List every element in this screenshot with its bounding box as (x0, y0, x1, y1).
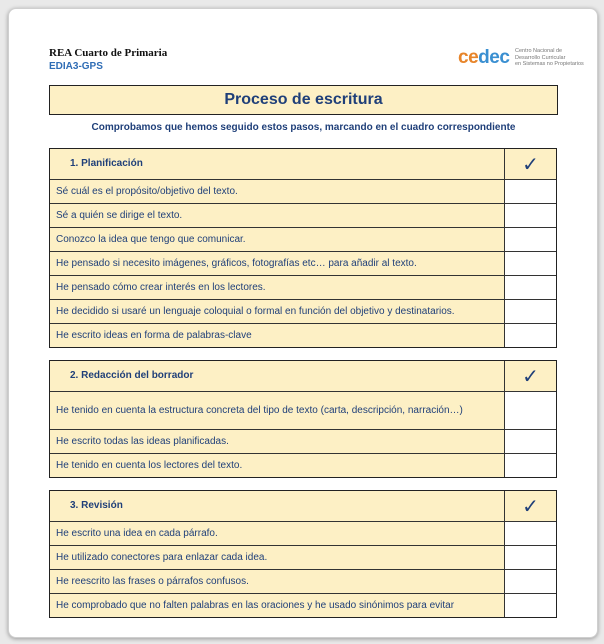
organization-label: REA Cuarto de Primaria (49, 47, 168, 59)
checklist-row (50, 391, 556, 429)
logo-word (458, 47, 509, 69)
section-header (50, 361, 556, 391)
checklist-row (50, 429, 556, 453)
checklist-item-text: He pensado cómo crear interés en los lectores. (50, 276, 504, 299)
checklist-item-text: He tenido en cuenta la estructura concreta del tipo de texto (carta, descripción, narración…) (50, 392, 504, 429)
checkbox-cell[interactable] (504, 454, 556, 477)
checklist-item-text: He utilizado conectores para enlazar cada idea. (50, 546, 504, 569)
logo-word-part2: dec (478, 47, 510, 68)
section-header (50, 491, 556, 521)
checklist-row (50, 203, 556, 227)
logo-caption (515, 48, 585, 68)
section-header (50, 149, 556, 179)
checklist-row (50, 545, 556, 569)
checkbox-cell[interactable] (504, 228, 556, 251)
logo-line: Desarrollo Curricular (515, 54, 566, 61)
document-header (49, 47, 167, 73)
checkbox-cell[interactable] (504, 180, 556, 203)
section-redaccion (49, 360, 557, 478)
check-mark-icon: ✓ (504, 149, 556, 179)
checklist-row (50, 299, 556, 323)
checklist-item-text: He comprobado que no falten palabras en las oraciones y he usado sinónimos para evitar (50, 594, 504, 617)
checkbox-cell[interactable] (504, 430, 556, 453)
checklist-row (50, 521, 556, 545)
checkbox-cell[interactable] (504, 570, 556, 593)
checklist-item-text: He escrito una idea en cada párrafo. (50, 522, 504, 545)
document-page (8, 8, 598, 638)
title-box (49, 85, 558, 115)
page-title: Proceso de escritura (224, 91, 383, 108)
checklist-item-text: He reescrito las frases o párrafos confusos. (50, 570, 504, 593)
checklist-item-text: He pensado si necesito imágenes, gráficos, fotografías etc… para añadir al texto. (50, 252, 504, 275)
logo-line: en Sistemas no Propietarios (515, 61, 584, 67)
check-mark-icon: ✓ (504, 361, 556, 391)
checklist-item-text: Sé cuál es el propósito/objetivo del texto. (50, 180, 504, 203)
checklist-item-text: Sé a quién se dirige el texto. (50, 204, 504, 227)
checklist-item-text: He escrito todas las ideas planificadas. (50, 430, 504, 453)
section-heading: 2. Redacción del borrador (50, 361, 504, 391)
checklist-item-text: He tenido en cuenta los lectores del texto. (50, 454, 504, 477)
section-revision (49, 490, 557, 618)
logo-word-part1: ce (458, 47, 479, 68)
checklist-row (50, 227, 556, 251)
checklist-row (50, 323, 556, 347)
checklist-row (50, 275, 556, 299)
logo-line: Centro Nacional de (515, 48, 563, 54)
checkbox-cell[interactable] (504, 392, 556, 429)
instructions-text: Comprobamos que hemos seguido estos pasos, marcando en el cuadro correspondiente (91, 122, 516, 133)
checkbox-cell[interactable] (504, 324, 556, 347)
checkbox-cell[interactable] (504, 522, 556, 545)
section-heading: 3. Revisión (50, 491, 504, 521)
section-planificacion (49, 148, 557, 348)
checklist-item-text: He escrito ideas en forma de palabras-clave (50, 324, 504, 347)
checkbox-cell[interactable] (504, 252, 556, 275)
checklist-row (50, 569, 556, 593)
checklist-item-text: Conozco la idea que tengo que comunicar. (50, 228, 504, 251)
checkbox-cell[interactable] (504, 204, 556, 227)
checkbox-cell[interactable] (504, 300, 556, 323)
checklist-row (50, 453, 556, 477)
checkbox-cell[interactable] (504, 276, 556, 299)
checkbox-cell[interactable] (504, 546, 556, 569)
checklist-row (50, 593, 556, 617)
check-mark-icon: ✓ (504, 491, 556, 521)
checklist-item-text: He decidido si usaré un lenguaje coloquial o formal en función del objetivo y destinatarios. (50, 300, 504, 323)
checklist-row (50, 179, 556, 203)
section-heading: 1. Planificación (50, 149, 504, 179)
checklist-row (50, 251, 556, 275)
document-code: EDIA3-GPS (49, 61, 103, 72)
checkbox-cell[interactable] (504, 594, 556, 617)
